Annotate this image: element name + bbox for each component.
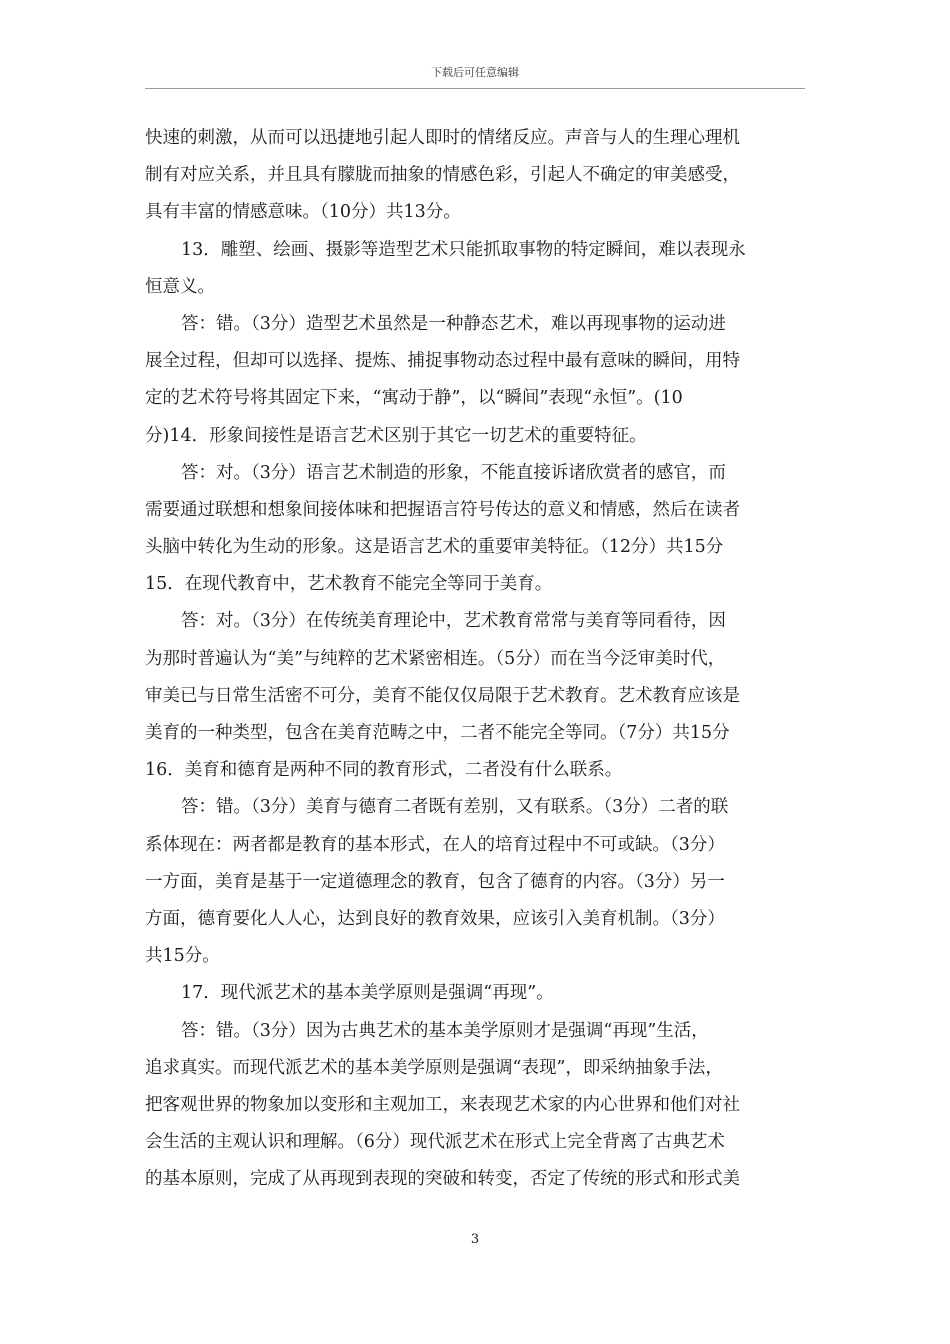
text-line: 恒意义。	[145, 276, 215, 297]
answer-17: 答：错。（3分）因为古典艺术的基本美学原则才是强调“再现”生活，	[181, 1020, 709, 1041]
question-14: 分)14．形象间接性是语言艺术区别于其它一切艺术的重要特征。	[145, 425, 647, 446]
text-line: 的基本原则，完成了从再现到表现的突破和转变，否定了传统的形式和形式美	[145, 1169, 740, 1190]
text-line: 共15分。	[145, 946, 220, 967]
text-line: 把客观世界的物象加以变形和主观加工，来表现艺术家的内心世界和他们对社	[145, 1094, 740, 1115]
text-line: 头脑中转化为生动的形象。这是语言艺术的重要审美特征。（12分）共15分	[145, 537, 724, 558]
answer-14: 答：对。（3分）语言艺术制造的形象，不能直接诉诸欣赏者的感官，而	[181, 462, 726, 483]
text-line: 展全过程，但却可以选择、提炼、捕捉事物动态过程中最有意味的瞬间，用特	[145, 351, 740, 372]
document-body	[145, 120, 807, 1198]
text-line: 系体现在：两者都是教育的基本形式，在人的培育过程中不可或缺。（3分）	[145, 834, 725, 855]
text-line: 美育的一种类型，包含在美育范畴之中，二者不能完全等同。（7分）共15分	[145, 723, 730, 743]
text-line: 一方面，美育是基于一定道德理念的教育，包含了德育的内容。（3分）另一	[145, 871, 725, 892]
question-15: 15．在现代教育中，艺术教育不能完全等同于美育。	[145, 574, 553, 595]
page-number: 3	[470, 1232, 480, 1247]
question-13: 13．雕塑、绘画、摄影等造型艺术只能抓取事物的特定瞬间，难以表现永	[181, 239, 746, 260]
text-line: 快速的刺激，从而可以迅捷地引起人即时的情绪反应。声音与人的生理心理机	[145, 128, 740, 148]
answer-16: 答：错。（3分）美育与德育二者既有差别，又有联系。（3分）二者的联	[181, 797, 729, 818]
text-line: 定的艺术符号将其固定下来，“寓动于静”，以“瞬间”表现“永恒”。(10	[145, 388, 683, 409]
text-line: 追求真实。而现代派艺术的基本美学原则是强调“表现”，即采纳抽象手法，	[145, 1057, 723, 1078]
text-line: 制有对应关系，并且具有朦胧而抽象的情感色彩，引起人不确定的审美感受，	[145, 165, 740, 186]
text-line: 需要通过联想和想象间接体味和把握语言符号传达的意义和情感，然后在读者	[145, 499, 740, 520]
text-line: 具有丰富的情感意味。（10分）共13分。	[145, 202, 461, 223]
text-line: 会生活的主观认识和理解。（6分）现代派艺术在形式上完全背离了古典艺术	[145, 1132, 725, 1153]
question-17: 17．现代派艺术的基本美学原则是强调“再现”。	[181, 983, 554, 1004]
text-line: 为那时普遍认为“美”与纯粹的艺术紧密相连。（5分）而在当今泛审美时代，	[145, 648, 726, 669]
page-header: 下载后可任意编辑	[431, 66, 519, 79]
answer-15: 答：对。（3分）在传统美育理论中，艺术教育常常与美育等同看待，因	[181, 611, 726, 632]
header-rule	[145, 88, 805, 89]
question-16: 16．美育和德育是两种不同的教育形式，二者没有什么联系。	[145, 760, 623, 781]
text-line: 方面，德育要化人人心，达到良好的教育效果，应该引入美育机制。（3分）	[145, 908, 725, 929]
text-line: 审美已与日常生活密不可分，美育不能仅仅局限于艺术教育。艺术教育应该是	[145, 685, 740, 706]
answer-13: 答：错。（3分）造型艺术虽然是一种静态艺术，难以再现事物的运动进	[181, 313, 726, 334]
